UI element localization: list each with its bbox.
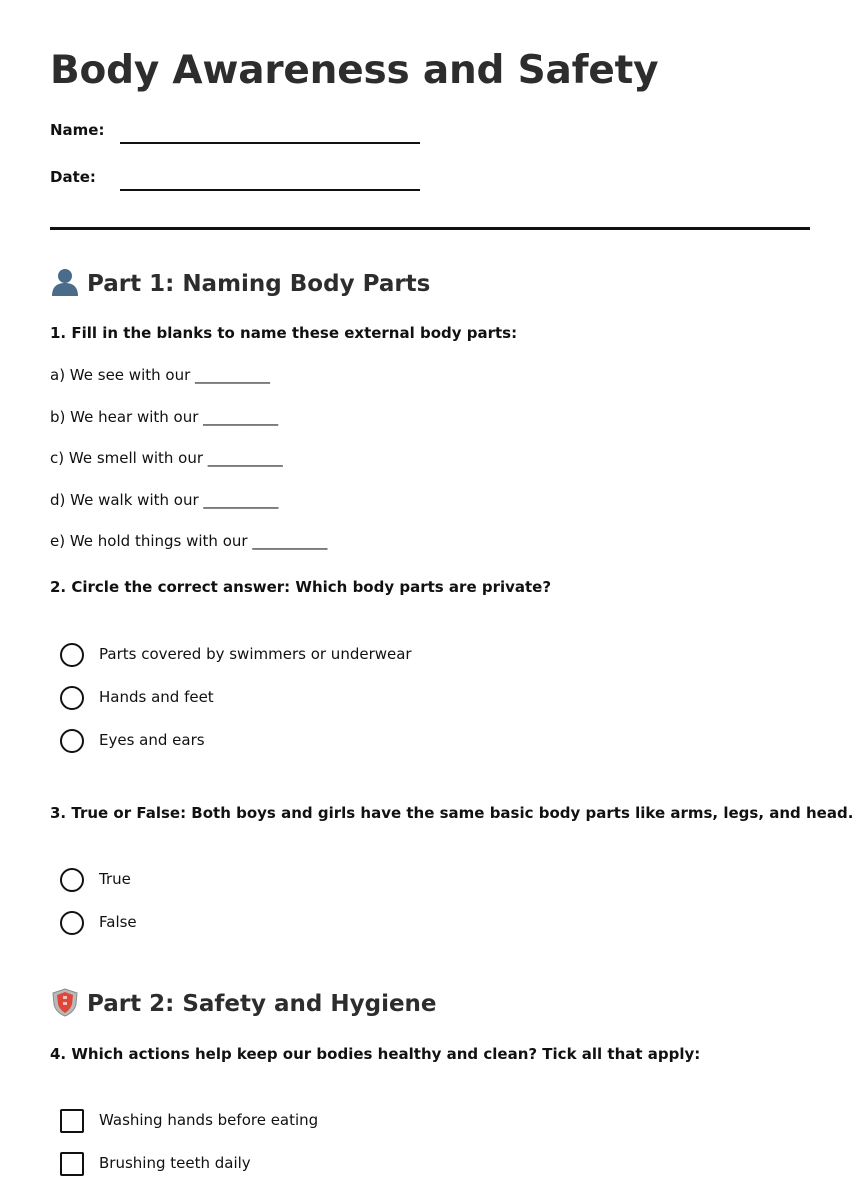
q3-option-label: False — [99, 913, 137, 931]
q2-option-label: Hands and feet — [99, 688, 214, 706]
part2-heading — [50, 987, 437, 1017]
part2-title: Part 2: Safety and Hygiene — [87, 991, 437, 1017]
radio-button[interactable] — [60, 911, 84, 935]
date-label: Date: — [50, 168, 96, 186]
part1-title: Part 1: Naming Body Parts — [87, 271, 431, 297]
person-silhouette-icon — [50, 267, 80, 297]
radio-button[interactable] — [60, 686, 84, 710]
name-field[interactable] — [50, 121, 470, 151]
blank-item-d[interactable]: d) We walk with our __________ — [50, 491, 279, 509]
header-divider — [50, 227, 810, 230]
part1-heading — [50, 267, 430, 297]
q2-option-label: Parts covered by swimmers or underwear — [99, 645, 412, 663]
worksheet-page — [50, 0, 854, 1172]
checkbox[interactable] — [60, 1152, 84, 1176]
name-blank-line[interactable] — [120, 142, 420, 144]
radio-button[interactable] — [60, 729, 84, 753]
blank-item-b[interactable]: b) We hear with our __________ — [50, 408, 279, 426]
checkbox[interactable] — [60, 1109, 84, 1133]
q4-option-label: Brushing teeth daily — [99, 1154, 251, 1172]
worksheet-title: Body Awareness and Safety — [50, 48, 659, 93]
radio-button[interactable] — [60, 868, 84, 892]
question-3: 3. True or False: Both boys and girls have the same basic body parts like arms, legs, and head. — [50, 804, 854, 822]
shield-icon — [50, 987, 80, 1017]
blank-item-a[interactable]: a) We see with our __________ — [50, 366, 271, 384]
q4-option-label: Washing hands before eating — [99, 1111, 319, 1129]
question-2: 2. Circle the correct answer: Which body parts are private? — [50, 578, 552, 596]
question-4: 4. Which actions help keep our bodies healthy and clean? Tick all that apply: — [50, 1045, 701, 1063]
q3-option-label: True — [99, 870, 131, 888]
q2-option-label: Eyes and ears — [99, 731, 205, 749]
date-field[interactable] — [50, 168, 470, 198]
radio-button[interactable] — [60, 643, 84, 667]
blank-item-c[interactable]: c) We smell with our __________ — [50, 449, 283, 467]
blank-item-e[interactable]: e) We hold things with our __________ — [50, 532, 328, 550]
question-1: 1. Fill in the blanks to name these external body parts: — [50, 324, 518, 342]
date-blank-line[interactable] — [120, 189, 420, 191]
name-label: Name: — [50, 121, 105, 139]
